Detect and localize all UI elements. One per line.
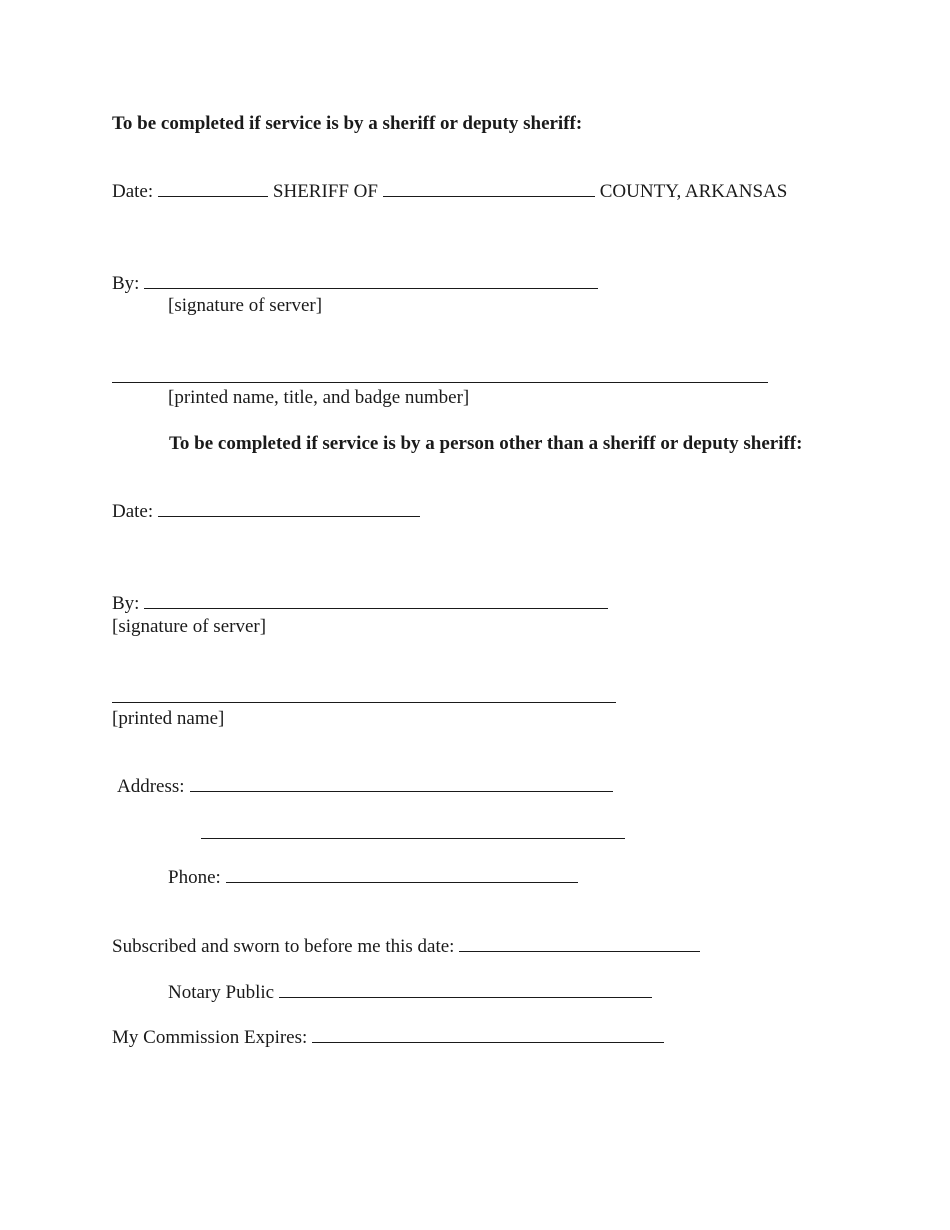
commission-label: My Commission Expires:: [112, 1027, 308, 1048]
other-printed-caption: [printed name]: [112, 708, 225, 729]
address-label: Address:: [117, 776, 185, 797]
sworn-row: [112, 936, 700, 958]
other-signature-caption: [signature of server]: [112, 616, 267, 637]
other-date-field[interactable]: [158, 501, 420, 517]
other-printed-name-field[interactable]: [112, 702, 616, 703]
commission-row: [112, 1027, 664, 1049]
sheriff-printed-caption: [printed name, title, and badge number]: [168, 387, 470, 408]
address-row: [117, 776, 613, 798]
notary-label: Notary Public: [168, 982, 275, 1003]
other-by-label: By:: [112, 593, 140, 614]
phone-label: Phone:: [168, 867, 221, 888]
sheriff-of-label: SHERIFF OF: [272, 181, 378, 202]
sheriff-by-row: [112, 273, 598, 295]
sheriff-date-row: [112, 181, 787, 203]
sheriff-printed-name-field[interactable]: [112, 382, 768, 383]
address-line-1-field[interactable]: [190, 776, 613, 792]
sheriff-date-label: Date:: [112, 181, 154, 202]
other-signature-field[interactable]: [144, 593, 608, 609]
other-date-row: [112, 501, 420, 523]
sheriff-county-field[interactable]: [383, 181, 595, 197]
sworn-date-field[interactable]: [459, 936, 700, 952]
phone-row: [168, 867, 578, 889]
notary-signature-field[interactable]: [279, 982, 652, 998]
commission-expires-field[interactable]: [312, 1027, 664, 1043]
county-arkansas-label: COUNTY, ARKANSAS: [599, 181, 788, 202]
sheriff-signature-field[interactable]: [144, 273, 598, 289]
phone-field[interactable]: [226, 867, 578, 883]
notary-row: [168, 982, 652, 1004]
other-by-row: [112, 593, 608, 615]
sheriff-section-heading: To be completed if service is by a sheriff or deputy sheriff:: [112, 113, 583, 134]
other-section-heading: To be completed if service is by a person other than a sheriff or deputy sheriff:: [169, 433, 803, 454]
sheriff-by-label: By:: [112, 273, 140, 294]
other-date-label: Date:: [112, 501, 154, 522]
sworn-label: Subscribed and sworn to before me this date:: [112, 936, 455, 957]
address-line-2-field[interactable]: [201, 838, 625, 839]
sheriff-date-field[interactable]: [158, 181, 268, 197]
sheriff-signature-caption: [signature of server]: [168, 295, 323, 316]
